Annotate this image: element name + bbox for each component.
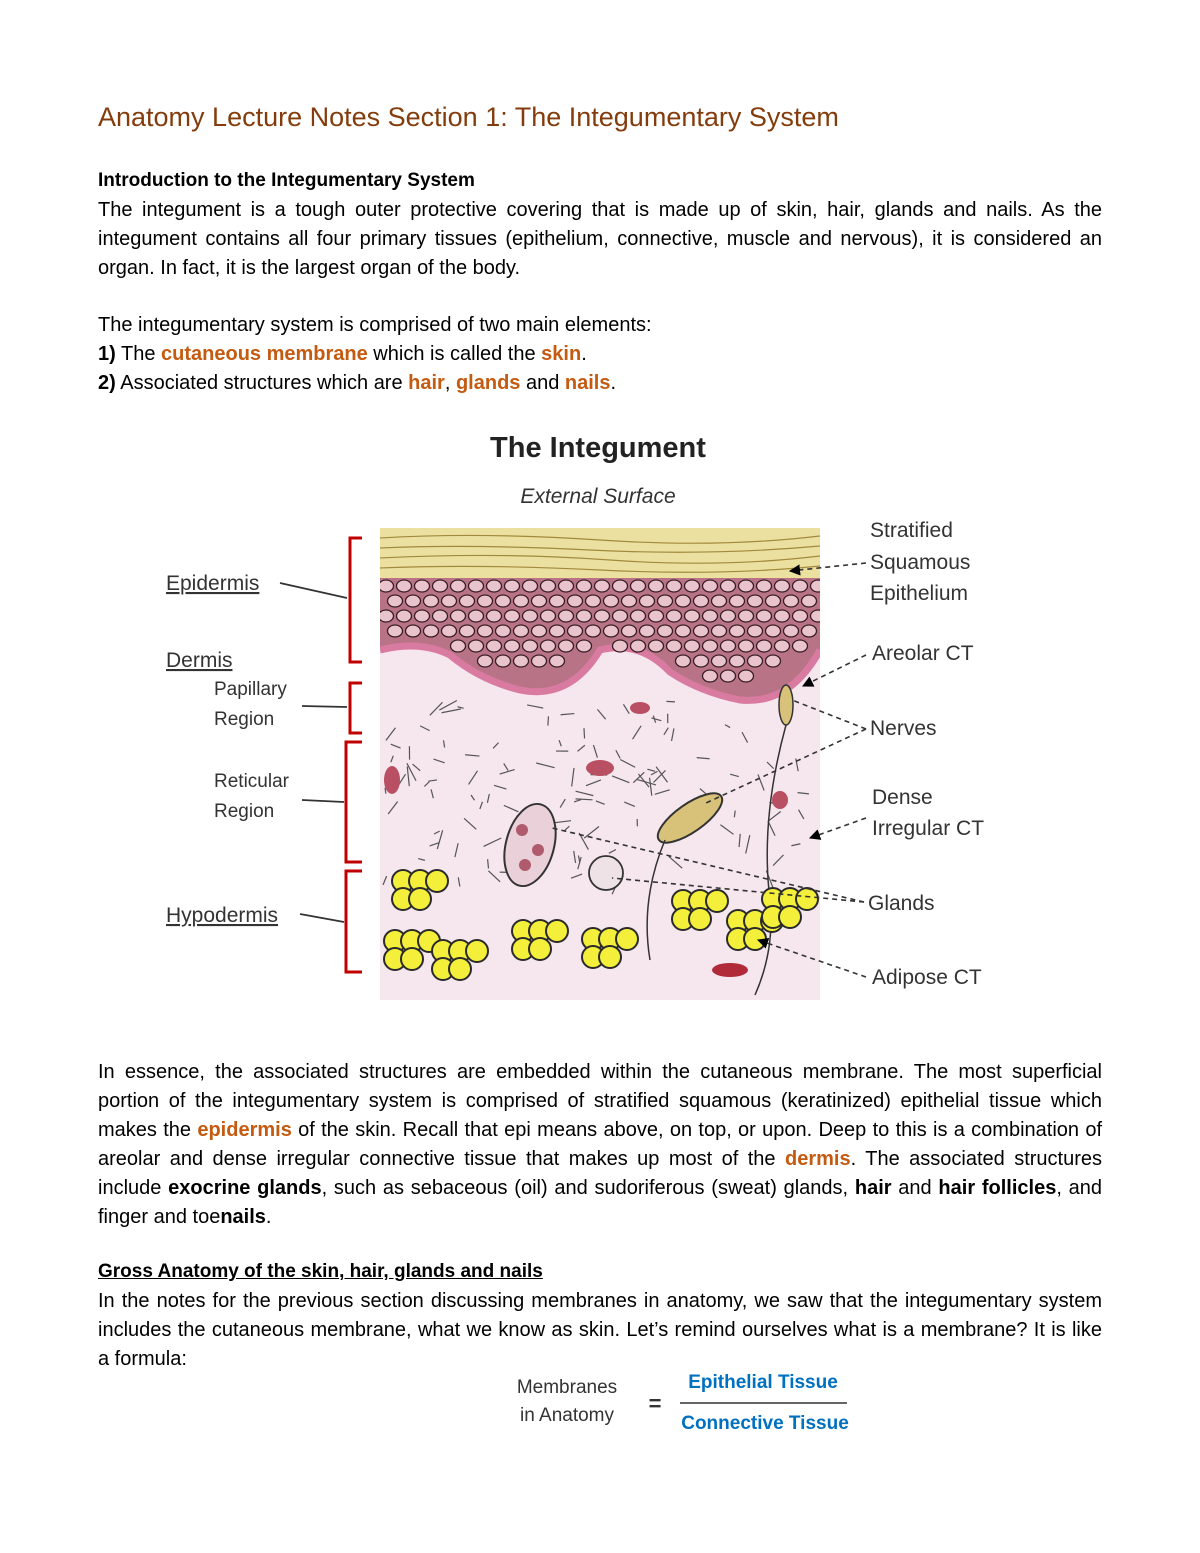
- intro-paragraph: The integument is a tough outer protective covering that is made up of skin, hair, glands and nails. As the integument contains all four primary tissues (epithelium, connective, muscle and nervous), it is considered an organ. In fact, it is the largest organ of the body.: [98, 199, 1102, 279]
- epithelial-cell: [550, 655, 565, 667]
- bracket-hypodermis: [346, 871, 362, 972]
- epithelial-cell: [379, 610, 394, 622]
- epithelial-cell: [559, 610, 574, 622]
- epithelial-cell: [676, 595, 691, 607]
- adipocyte: [599, 946, 621, 968]
- epithelial-cell: [487, 640, 502, 652]
- epithelial-cell: [685, 610, 700, 622]
- epithelial-cell: [559, 580, 574, 592]
- epithelial-cell: [649, 610, 664, 622]
- epithelial-cell: [613, 580, 628, 592]
- adipocyte: [529, 938, 551, 960]
- epithelial-cell: [433, 580, 448, 592]
- epithelial-cell: [766, 625, 781, 637]
- epithelial-cell: [505, 610, 520, 622]
- label-reticular-1: Reticular: [214, 771, 289, 792]
- text-run: . The associated structures include: [98, 1148, 1102, 1199]
- term-dermis: dermis: [785, 1148, 851, 1170]
- label-dense-2: Irregular CT: [872, 817, 985, 840]
- essence-paragraph: [98, 1058, 1102, 1232]
- label-hypodermis: Hypodermis: [166, 904, 279, 927]
- epithelial-cell: [703, 580, 718, 592]
- adipocyte: [409, 888, 431, 910]
- epithelial-cell: [568, 595, 583, 607]
- epithelial-cell: [694, 595, 709, 607]
- epithelial-cell: [604, 595, 619, 607]
- epithelial-cell: [415, 580, 430, 592]
- epithelial-cell: [478, 595, 493, 607]
- skin-illustration: [379, 528, 826, 1000]
- list-lead: The integumentary system is comprised of two main elements:: [98, 314, 652, 336]
- epithelial-cell: [667, 640, 682, 652]
- epithelial-cell: [514, 625, 529, 637]
- adipocyte: [426, 870, 448, 892]
- epithelial-cell: [613, 640, 628, 652]
- epithelial-cell: [487, 580, 502, 592]
- epithelial-cell: [577, 610, 592, 622]
- epithelial-cell: [532, 595, 547, 607]
- label-adipose: Adipose CT: [872, 966, 982, 989]
- fiber: [734, 811, 735, 818]
- gross-anatomy-heading: Gross Anatomy of the skin, hair, glands and nails: [98, 1261, 543, 1282]
- epithelial-cell: [613, 610, 628, 622]
- epithelial-cell: [622, 625, 637, 637]
- epithelial-cell: [478, 625, 493, 637]
- epithelial-cell: [505, 640, 520, 652]
- term-hair-follicles: hair follicles: [938, 1177, 1057, 1199]
- epithelial-cell: [802, 625, 817, 637]
- epithelial-cell: [811, 580, 826, 592]
- list-item-2: [98, 369, 1102, 398]
- epithelial-cell: [541, 610, 556, 622]
- epithelial-cell: [658, 625, 673, 637]
- intro-heading: Introduction to the Integumentary System: [98, 170, 475, 191]
- term-hair: hair: [854, 1177, 892, 1199]
- epithelial-cell: [748, 655, 763, 667]
- epithelial-cell: [532, 625, 547, 637]
- adipocyte: [466, 940, 488, 962]
- epithelial-cell: [721, 610, 736, 622]
- text-run: .: [581, 343, 587, 365]
- epithelial-cell: [406, 595, 421, 607]
- text-run: and: [520, 372, 565, 394]
- adipocyte: [744, 928, 766, 950]
- epithelial-cell: [757, 610, 772, 622]
- right-labels: [868, 519, 984, 989]
- term-glands: glands: [455, 372, 521, 394]
- epithelial-cell: [487, 610, 502, 622]
- epithelial-cell: [739, 670, 754, 682]
- epithelial-cell: [496, 655, 511, 667]
- epithelial-cell: [433, 610, 448, 622]
- epithelial-cell: [730, 655, 745, 667]
- adipocyte: [689, 908, 711, 930]
- epithelial-cell: [730, 595, 745, 607]
- epithelial-cell: [721, 640, 736, 652]
- epithelial-cell: [757, 580, 772, 592]
- integument-figure: [150, 425, 1050, 1015]
- epithelial-cell: [703, 640, 718, 652]
- label-areolar: Areolar CT: [872, 642, 974, 665]
- epithelial-cell: [442, 595, 457, 607]
- epithelial-cell: [694, 625, 709, 637]
- epithelial-cell: [766, 655, 781, 667]
- term-exocrine-glands: exocrine glands: [168, 1177, 322, 1199]
- epithelial-cell: [721, 670, 736, 682]
- bracket-epidermis: [350, 538, 362, 662]
- label-sse-3: Epithelium: [870, 582, 969, 605]
- fiber: [584, 728, 585, 738]
- epithelial-cell: [505, 580, 520, 592]
- epithelial-cell: [775, 640, 790, 652]
- epithelial-cell: [676, 655, 691, 667]
- epithelial-cell: [469, 580, 484, 592]
- epithelial-cell: [631, 610, 646, 622]
- epithelial-cell: [451, 640, 466, 652]
- label-glands: Glands: [868, 892, 935, 915]
- epithelial-cell: [667, 580, 682, 592]
- epithelial-cell: [784, 595, 799, 607]
- epithelial-cell: [667, 610, 682, 622]
- membrane-formula: [500, 1368, 880, 1448]
- epithelial-cell: [631, 640, 646, 652]
- epithelial-cell: [541, 580, 556, 592]
- left-labels: [166, 572, 290, 927]
- adipocyte: [546, 920, 568, 942]
- fiber: [548, 716, 549, 725]
- formula-lhs-1: Membranes: [516, 1377, 618, 1398]
- term-hair: hair: [408, 372, 445, 394]
- epithelial-cell: [649, 640, 664, 652]
- term-nails: nails: [220, 1206, 266, 1228]
- adipocyte: [796, 888, 818, 910]
- epithelial-cell: [703, 670, 718, 682]
- epithelial-cell: [721, 580, 736, 592]
- intro-list: [98, 311, 1102, 398]
- epithelial-cell: [694, 655, 709, 667]
- text-run: , and finger and toe: [98, 1177, 1103, 1228]
- epithelial-cell: [532, 655, 547, 667]
- epithelial-cell: [388, 595, 403, 607]
- text-run: Associated structures which are: [115, 372, 409, 394]
- epithelial-cell: [415, 610, 430, 622]
- epithelial-cell: [523, 580, 538, 592]
- epithelial-cell: [622, 595, 637, 607]
- epithelial-cell: [676, 625, 691, 637]
- adipocyte: [616, 928, 638, 950]
- epithelial-cell: [514, 655, 529, 667]
- epithelial-cell: [793, 580, 808, 592]
- epithelial-cell: [550, 625, 565, 637]
- label-papillary-1: Papillary: [214, 679, 287, 700]
- label-sse-1: Stratified: [870, 519, 953, 542]
- text-run: of the skin. Recall that epi means above, on top, or upon. Deep to this is a combination of areolar and dense irregular connective tissue that makes up most of the: [98, 1119, 1103, 1170]
- label-dermis: Dermis: [166, 649, 233, 672]
- epithelial-cell: [784, 625, 799, 637]
- epithelial-cell: [595, 580, 610, 592]
- epithelial-cell: [496, 625, 511, 637]
- text-run: In essence, the associated structures are embedded within the cutaneous membrane. The most superficial portion of the integumentary system is comprised of stratified squamous (keratinized) epithelial tissue which makes the: [98, 1061, 1102, 1141]
- epithelial-cell: [559, 640, 574, 652]
- layer-brackets: [346, 538, 362, 972]
- epithelial-cell: [577, 640, 592, 652]
- formula-lhs-2: in Anatomy: [520, 1405, 614, 1426]
- text-run: , such as sebaceous (oil) and sudoriferous (sweat) glands,: [321, 1177, 855, 1199]
- adipocyte: [779, 906, 801, 928]
- epithelial-cell: [541, 640, 556, 652]
- epithelial-cell: [775, 610, 790, 622]
- epithelial-cell: [739, 580, 754, 592]
- epithelial-cell: [640, 595, 655, 607]
- epithelial-cell: [730, 625, 745, 637]
- epithelial-cell: [640, 625, 655, 637]
- epithelial-cell: [424, 625, 439, 637]
- list-number: 2): [98, 372, 116, 394]
- formula-numerator: Epithelial Tissue: [688, 1372, 838, 1393]
- epithelial-cell: [712, 595, 727, 607]
- adipocyte: [401, 948, 423, 970]
- epithelial-cell: [757, 640, 772, 652]
- fiber: [488, 859, 489, 868]
- epithelial-cell: [595, 610, 610, 622]
- epithelial-cell: [451, 580, 466, 592]
- epithelial-cell: [496, 595, 511, 607]
- formula-equals: =: [648, 1391, 662, 1416]
- epithelial-cell: [469, 610, 484, 622]
- label-reticular-2: Region: [214, 801, 275, 822]
- bracket-papillary: [350, 683, 362, 733]
- left-leader-lines: [280, 583, 347, 922]
- figure-title: The Integument: [490, 432, 706, 464]
- epithelial-cell: [379, 580, 394, 592]
- text-run: .: [265, 1206, 272, 1228]
- list-item-1: [98, 340, 1102, 369]
- epithelial-cell: [658, 595, 673, 607]
- epithelial-cell: [604, 625, 619, 637]
- epithelial-cell: [514, 595, 529, 607]
- formula-denominator: Connective Tissue: [681, 1413, 849, 1434]
- gross-anatomy-paragraph: In the notes for the previous section discussing membranes in anatomy, we saw that the integumentary system includes the cutaneous membrane, what we know as skin. Let’s remind ourselves what is a membrane? It is like a formula:: [98, 1290, 1102, 1370]
- adipocyte: [706, 890, 728, 912]
- epithelial-cell: [775, 580, 790, 592]
- epithelial-cell: [469, 640, 484, 652]
- epithelial-cell: [586, 625, 601, 637]
- epithelial-cell: [424, 595, 439, 607]
- epithelial-cell: [802, 595, 817, 607]
- epithelial-cell: [685, 580, 700, 592]
- epithelial-cell: [568, 625, 583, 637]
- label-epidermis: Epidermis: [166, 572, 260, 595]
- epithelial-cell: [442, 625, 457, 637]
- epithelial-cell: [550, 595, 565, 607]
- adipocyte: [449, 958, 471, 980]
- epithelial-cell: [586, 595, 601, 607]
- term-nails: nails: [564, 372, 611, 394]
- label-dense-1: Dense: [872, 786, 933, 809]
- epithelial-cell: [397, 580, 412, 592]
- epithelial-cell: [793, 610, 808, 622]
- term-skin: skin: [541, 343, 582, 365]
- epithelial-cell: [460, 595, 475, 607]
- epithelial-cell: [523, 610, 538, 622]
- term-epidermis: epidermis: [197, 1119, 292, 1141]
- epithelial-cell: [712, 625, 727, 637]
- text-run: .: [610, 372, 617, 394]
- bracket-reticular: [346, 742, 362, 862]
- text-run: which is called the: [367, 343, 542, 365]
- figure-subtitle: External Surface: [520, 485, 676, 508]
- label-sse-2: Squamous: [870, 551, 971, 574]
- label-papillary-2: Region: [214, 709, 275, 730]
- text-run: ,: [444, 372, 456, 394]
- epithelial-cell: [631, 580, 646, 592]
- epithelial-cell: [460, 625, 475, 637]
- text-run: and: [891, 1177, 939, 1199]
- epithelial-cell: [766, 595, 781, 607]
- term-cutaneous-membrane: cutaneous membrane: [161, 343, 368, 365]
- epithelial-cell: [451, 610, 466, 622]
- list-number: 1): [98, 343, 116, 365]
- epithelial-cell: [712, 655, 727, 667]
- epithelial-cell: [793, 640, 808, 652]
- text-run: The: [115, 343, 162, 365]
- epithelial-cell: [748, 595, 763, 607]
- epithelial-cell: [388, 625, 403, 637]
- epithelial-cell: [703, 610, 718, 622]
- epithelial-cell: [577, 580, 592, 592]
- epithelial-cell: [739, 640, 754, 652]
- epithelial-cell: [739, 610, 754, 622]
- epithelial-cell: [397, 610, 412, 622]
- epithelial-cell: [685, 640, 700, 652]
- page-title: Anatomy Lecture Notes Section 1: The Integumentary System: [98, 102, 839, 132]
- epithelial-cell: [811, 610, 826, 622]
- label-nerves: Nerves: [870, 717, 937, 740]
- epithelial-cell: [478, 655, 493, 667]
- epithelial-cell: [406, 625, 421, 637]
- epithelial-cell: [523, 640, 538, 652]
- epithelial-cell: [748, 625, 763, 637]
- epithelial-cell: [649, 580, 664, 592]
